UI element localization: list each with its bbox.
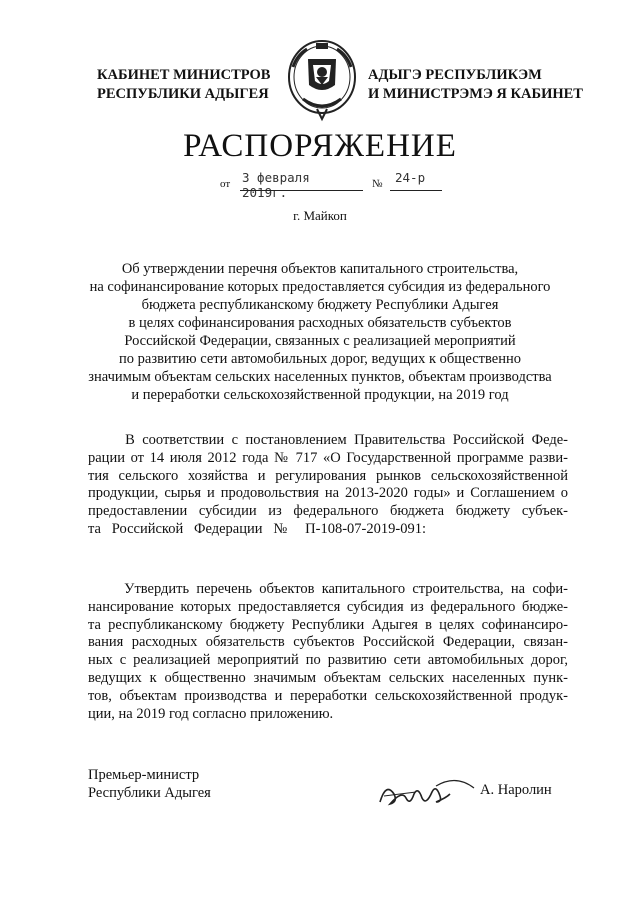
header-right-org (368, 66, 583, 104)
number-value: 24-р (395, 170, 426, 185)
header-left-org (97, 66, 277, 104)
header-right-line-1: АДЫГЭ РЕСПУБЛИКЭМ (368, 67, 542, 83)
date-underline (240, 190, 363, 191)
title-line: Российской Федерации, связанных с реализацией мероприятий (124, 333, 516, 349)
paragraph-line: Утвердить перечень объектов капитального строительства, на софи- (88, 581, 568, 597)
paragraph-line: та Российской Федерации № П-108-07-2019-091: (88, 520, 426, 537)
signatory-position (88, 766, 211, 802)
date-prefix: от (220, 178, 231, 190)
signatory-position-line-2: Республики Адыгея (88, 785, 211, 801)
document-title (70, 260, 570, 404)
date-value: 3 февраля 2019г. (242, 170, 310, 200)
paragraph-line: ных с реализацией мероприятий по развитию сети автомобильных дорог, (88, 652, 568, 669)
number-prefix: № (372, 178, 383, 190)
signatory-name: А. Наролин (480, 782, 552, 798)
title-line: значимым объектам сельских населенных пунктов, объектам производства (88, 369, 552, 385)
paragraph-line: В соответствии с постановлением Правительства Российской Феде- (88, 432, 568, 448)
coat-of-arms-adygea-icon (283, 37, 361, 123)
title-line: и переработки сельскохозяйственной продукции, на 2019 год (131, 387, 509, 403)
paragraph-line: та республиканскому бюджету Республики Адыгея в целях софинансиро- (88, 616, 568, 633)
paragraph-line: продукции, сырья и продовольствия на 2013-2020 годы» и Соглашением о (88, 485, 568, 502)
title-line: по развитию сети автомобильных дорог, ведущих к общественно (119, 351, 521, 367)
preamble-paragraph (88, 432, 568, 539)
header-right-line-2: И МИНИСТРЭМЭ Я КАБИНЕТ (368, 86, 583, 102)
signatory-position-line-1: Премьер-министр (88, 767, 200, 783)
date-number-line (220, 170, 430, 200)
paragraph-line: тия сельского хозяйства и регулирования рынков сельскохозяйственной (88, 467, 568, 484)
header-left-line-2: РЕСПУБЛИКИ АДЫГЕЯ (97, 86, 269, 102)
title-line: бюджета республиканскому бюджету Республики Адыгея (141, 297, 499, 313)
paragraph-line: нансирование которых предоставляется субсидия из федерального бюдже- (88, 598, 568, 615)
paragraph-line: предоставлении субсидии из федерального бюджета бюджету субъек- (88, 503, 568, 520)
title-line: в целях софинансирования расходных обязательств субъектов (128, 315, 512, 331)
title-line: Об утверждении перечня объектов капитального строительства, (121, 261, 519, 277)
document-type-heading: РАСПОРЯЖЕНИЕ (183, 128, 457, 164)
handwritten-signature-icon (376, 772, 476, 812)
resolution-paragraph (88, 581, 568, 723)
paragraph-line: вания расходных обязательств субъектов Российской Федерации, связан- (88, 634, 568, 651)
title-line: на софинансирование которых предоставляется субсидия из федерального (89, 279, 551, 295)
city: г. Майкоп (293, 208, 347, 223)
paragraph-line: ведущих к общественно значимым объектам сельских населенных пунк- (88, 669, 568, 686)
header-left-line-1: КАБИНЕТ МИНИСТРОВ (97, 67, 271, 83)
paragraph-line: тов, объектам производства и переработки сельскохозяйственной продук- (88, 687, 568, 704)
paragraph-line: рации от 14 июля 2012 года № 717 «О Государственной программе разви- (88, 449, 568, 466)
paragraph-line: ции, на 2019 год согласно приложению. (88, 705, 334, 722)
number-underline (390, 190, 442, 191)
